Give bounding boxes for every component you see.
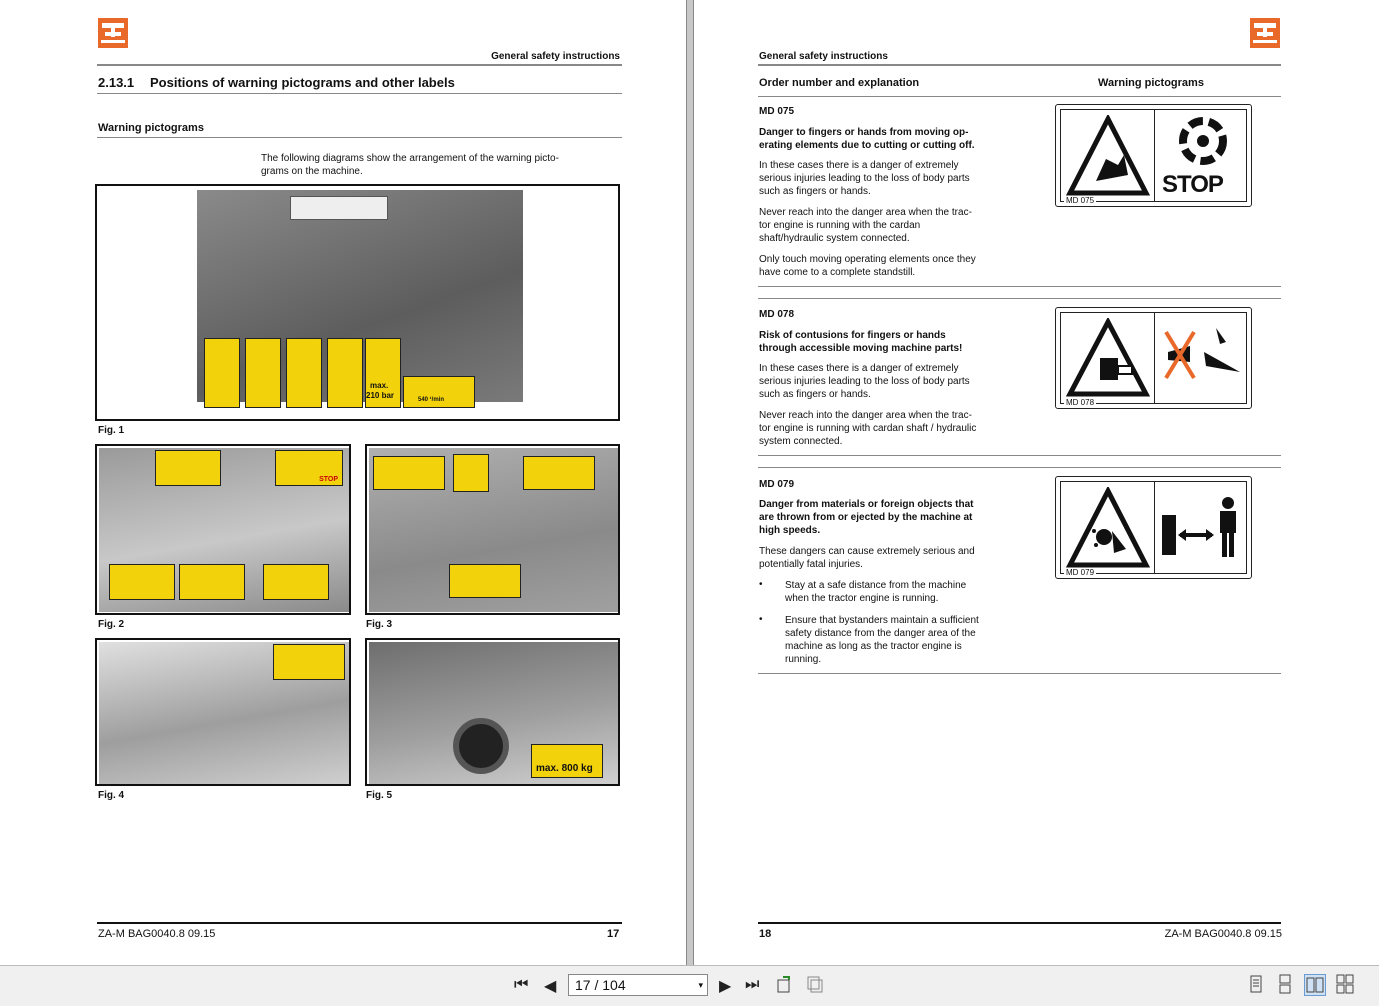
entry-text: shaft/hydraulic system connected. bbox=[759, 233, 910, 244]
bullet-text: safety distance from the danger area of the bbox=[785, 628, 976, 639]
entry-code: MD 078 bbox=[759, 309, 795, 320]
entry-text: Never reach into the danger area when the trac- bbox=[759, 410, 972, 421]
bullet-icon: • bbox=[759, 579, 763, 590]
intro-text-line2: grams on the machine. bbox=[261, 166, 363, 177]
safe-distance-icon bbox=[1160, 491, 1246, 563]
pressure-label-1: max. bbox=[370, 381, 389, 390]
next-page-button[interactable]: ▶ bbox=[719, 978, 732, 995]
fig2-stop-text: STOP bbox=[319, 476, 338, 483]
viewer-toolbar bbox=[0, 965, 1379, 1006]
speed-decal bbox=[403, 376, 475, 408]
footer-page-number: 18 bbox=[759, 928, 772, 940]
entry-text: Never reach into the danger area when the trac- bbox=[759, 207, 972, 218]
figure-1 bbox=[95, 184, 620, 421]
footer-rule bbox=[758, 922, 1281, 924]
crush-hand-icon bbox=[1160, 322, 1246, 384]
label-strip bbox=[290, 196, 388, 220]
subheading: Warning pictograms bbox=[98, 122, 204, 134]
last-page-button[interactable]: ⏭ bbox=[745, 976, 760, 993]
column-header-left: Order number and explanation bbox=[759, 77, 920, 89]
entry-text: such as fingers or hands. bbox=[759, 389, 871, 400]
entry-rule bbox=[758, 455, 1281, 456]
bullet-text: running. bbox=[785, 654, 822, 665]
header-rule bbox=[97, 64, 622, 66]
stop-text: STOP bbox=[1162, 171, 1223, 198]
entry-text: system connected. bbox=[759, 436, 843, 447]
fig5-load-decal bbox=[531, 744, 603, 778]
page-header: General safety instructions bbox=[759, 51, 888, 62]
bullet-text: when the tractor engine is running. bbox=[785, 593, 939, 604]
warning-triangle-icon bbox=[1066, 318, 1150, 398]
chevron-down-icon: ▾ bbox=[698, 980, 703, 990]
fig4-label: Fig. 4 bbox=[98, 790, 125, 801]
page-header: General safety instructions bbox=[491, 51, 620, 62]
pictogram-md078 bbox=[1055, 307, 1252, 409]
entry-rule bbox=[758, 298, 1281, 299]
section-number: 2.13.1 bbox=[98, 75, 135, 90]
pictogram-md079 bbox=[1055, 476, 1252, 579]
entry-text: Only touch moving operating elements once they bbox=[759, 254, 976, 265]
warning-decal-2 bbox=[245, 338, 281, 408]
fig2-decal-a bbox=[155, 450, 221, 486]
entry-title: Danger from materials or foreign objects that bbox=[759, 499, 974, 510]
pictogram-code: MD 075 bbox=[1066, 196, 1095, 205]
footer-page-number: 17 bbox=[607, 928, 620, 940]
figure-2 bbox=[95, 444, 351, 615]
bullet-text: Stay at a safe distance from the machine bbox=[785, 580, 967, 591]
pressure-label-2: 210 bar bbox=[366, 391, 395, 400]
subheading-rule bbox=[97, 137, 622, 138]
pictogram-code: MD 078 bbox=[1066, 398, 1095, 407]
figure-4 bbox=[95, 638, 351, 786]
header-rule bbox=[758, 64, 1281, 66]
fig1-label: Fig. 1 bbox=[98, 425, 125, 436]
speed-label: 540 ¹/min bbox=[418, 397, 445, 403]
page-number-select[interactable] bbox=[568, 974, 708, 996]
fig4-decal bbox=[273, 644, 345, 680]
two-page-continuous-icon[interactable] bbox=[1334, 974, 1356, 996]
pictogram-md075 bbox=[1055, 104, 1252, 207]
fig2-decal-b bbox=[109, 564, 175, 600]
figure-5 bbox=[365, 638, 620, 786]
fig3-decal-d bbox=[449, 564, 521, 598]
fig2-label: Fig. 2 bbox=[98, 619, 125, 630]
column-header-right: Warning pictograms bbox=[1098, 77, 1204, 89]
wheel bbox=[453, 718, 509, 774]
entry-text: In these cases there is a danger of extremely bbox=[759, 160, 959, 171]
entry-text: tor engine is running with cardan shaft / hydraulic bbox=[759, 423, 977, 434]
fig3-decal-a bbox=[373, 456, 445, 490]
footer-doc: ZA-M BAG0040.8 09.15 bbox=[98, 928, 216, 940]
entry-text: have come to a complete standstill. bbox=[759, 267, 916, 278]
first-page-button[interactable]: ⏮ bbox=[514, 976, 529, 993]
intro-text-line1: The following diagrams show the arrangement of the warning picto- bbox=[261, 153, 559, 164]
entry-text: tor engine is running with the cardan bbox=[759, 220, 921, 231]
entry-title: erating elements due to cutting or cutting off. bbox=[759, 140, 975, 151]
warning-decal-1 bbox=[204, 338, 240, 408]
entry-text: serious injuries leading to the loss of body parts bbox=[759, 376, 970, 387]
entry-title: through accessible moving machine parts! bbox=[759, 343, 963, 354]
fig2-decal-c bbox=[179, 564, 245, 600]
entry-code: MD 075 bbox=[759, 106, 795, 117]
prev-page-button[interactable]: ◀ bbox=[544, 978, 557, 995]
figure-3 bbox=[365, 444, 620, 615]
entry-rule bbox=[758, 673, 1281, 674]
bullet-text: machine as long as the tractor engine is bbox=[785, 641, 962, 652]
amazone-logo bbox=[98, 18, 128, 48]
bullet-text: Ensure that bystanders maintain a sufficient bbox=[785, 615, 979, 626]
two-page-view-icon[interactable] bbox=[1304, 974, 1326, 996]
right-page bbox=[694, 0, 1379, 965]
section-title: Positions of warning pictograms and other labels bbox=[150, 75, 455, 90]
entry-text: potentially fatal injuries. bbox=[759, 559, 863, 570]
fig3-decal-b bbox=[453, 454, 489, 492]
warning-decal-3 bbox=[286, 338, 322, 408]
fig5-load-text: max. 800 kg bbox=[536, 763, 593, 774]
warning-triangle-icon bbox=[1066, 487, 1150, 569]
entry-code: MD 079 bbox=[759, 479, 795, 490]
entry-text: These dangers can cause extremely serious and bbox=[759, 546, 975, 557]
entry-title: high speeds. bbox=[759, 525, 821, 536]
amazone-logo bbox=[1250, 18, 1280, 48]
section-rule bbox=[97, 93, 622, 94]
entry-text: such as fingers or hands. bbox=[759, 186, 871, 197]
column-header-rule bbox=[758, 96, 1281, 97]
rotate-right-icon[interactable] bbox=[804, 974, 826, 996]
rotate-left-icon[interactable] bbox=[774, 974, 796, 996]
fig3-label: Fig. 3 bbox=[366, 619, 393, 630]
fig5-label: Fig. 5 bbox=[366, 790, 393, 801]
entry-title: are thrown from or ejected by the machine at bbox=[759, 512, 973, 523]
warning-triangle-icon bbox=[1066, 115, 1150, 197]
footer-rule bbox=[97, 922, 622, 924]
entry-text: In these cases there is a danger of extremely bbox=[759, 363, 959, 374]
single-page-view-icon[interactable] bbox=[1245, 974, 1267, 996]
entry-rule bbox=[758, 286, 1281, 287]
page-indicator: 17 / 104 bbox=[575, 977, 626, 993]
pictogram-code: MD 079 bbox=[1066, 568, 1095, 577]
entry-title: Danger to fingers or hands from moving op- bbox=[759, 127, 969, 138]
fig2-decal-stop bbox=[275, 450, 343, 486]
entry-rule bbox=[758, 467, 1281, 468]
entry-title: Risk of contusions for fingers or hands bbox=[759, 330, 946, 341]
footer-doc: ZA-M BAG0040.8 09.15 bbox=[1164, 928, 1282, 940]
page-divider bbox=[686, 0, 694, 965]
continuous-view-icon[interactable] bbox=[1274, 974, 1296, 996]
pressure-decal bbox=[365, 338, 401, 408]
fig3-decal-c bbox=[523, 456, 595, 490]
warning-decal-4 bbox=[327, 338, 363, 408]
entry-text: serious injuries leading to the loss of body parts bbox=[759, 173, 970, 184]
rotating-blade-icon bbox=[1166, 115, 1240, 167]
left-page bbox=[0, 0, 686, 965]
bullet-icon: • bbox=[759, 614, 763, 625]
fig2-decal-d bbox=[263, 564, 329, 600]
